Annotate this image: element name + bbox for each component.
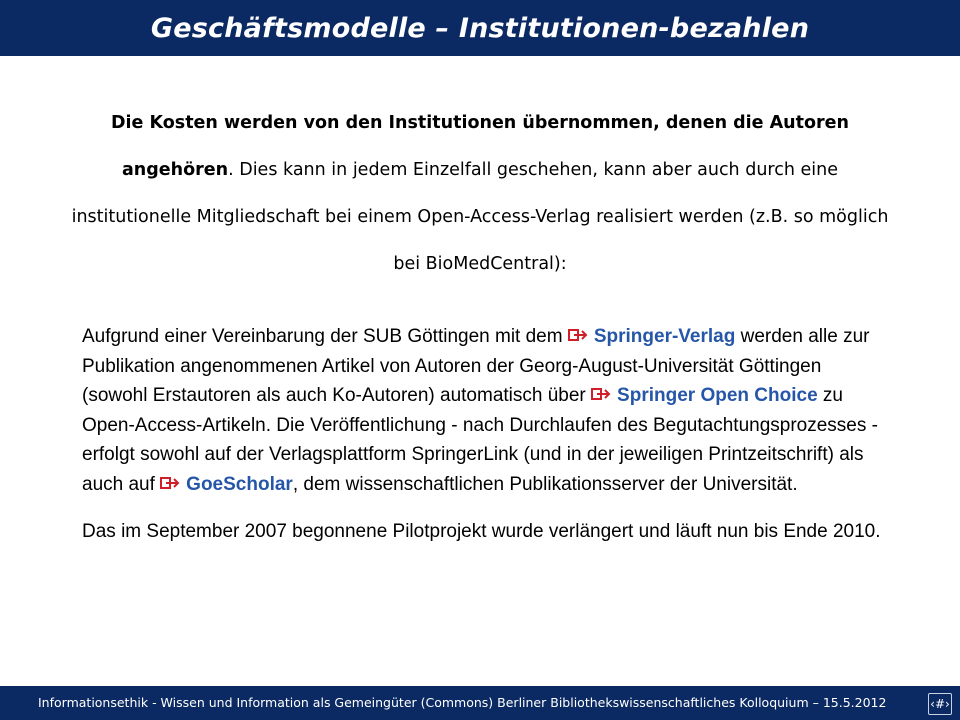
intro-bold: Die Kosten werden von den Institutionen übernommen, denen die Autoren angehören — [111, 113, 849, 180]
link-springer-open-choice[interactable] — [591, 385, 818, 406]
page-number: ‹#› — [928, 693, 952, 715]
link-label: Springer-Verlag — [593, 326, 736, 347]
link-springer-verlag[interactable] — [568, 326, 736, 347]
quote-text: zu Open-Access-Artikeln. Die Veröffentlichung - nach Durchlaufen des Begutachtungsprozesses - erfolgt sowohl auf der Verlagsplattform SpringerLink (und in der jeweiligen Printzeitschrift) als auch auf — [82, 385, 878, 495]
quote-text: , dem wissenschaftlichen Publikationsserver der Universität. — [292, 473, 798, 495]
link-label: GoeScholar — [186, 473, 293, 495]
footer-text: Informationsethik - Wissen und Information als Gemeingüter (Commons) Berliner Bibliothekswissenschaftliches Kolloquium – 15.5.2012 — [38, 695, 887, 710]
intro-text — [60, 100, 900, 288]
link-label: Springer Open Choice — [617, 385, 818, 406]
quote-paragraph-1 — [82, 322, 882, 499]
quote-paragraph-2: Das im September 2007 begonnene Pilotprojekt wurde verlängert und läuft nun bis Ende 2010. — [82, 521, 881, 542]
footer-bar — [0, 686, 960, 720]
slide-title: Geschäftsmodelle – Institutionen-bezahlen — [150, 12, 810, 44]
quote-text: werden alle zur Publikation angenommenen Artikel von Autoren der Georg-August-Universität Göttingen (sowohl Erstautoren als auch Ko-Autoren) automatisch über — [82, 326, 870, 406]
quote-text: Aufgrund einer Vereinbarung der SUB Göttingen mit dem — [82, 326, 568, 347]
intro-rest: . Dies kann in jedem Einzelfall geschehen, kann aber auch durch eine institutionelle Mitgliedschaft bei einem Open-Access-Verlag realisiert werden (z.B. so möglich bei BioMedCentral): — [71, 160, 889, 274]
link-arrow-icon — [591, 388, 611, 400]
link-goescholar[interactable] — [160, 474, 293, 495]
link-arrow-icon — [160, 477, 180, 489]
quoted-screenshot — [82, 322, 882, 547]
link-arrow-icon — [568, 329, 588, 341]
title-bar — [0, 0, 960, 56]
